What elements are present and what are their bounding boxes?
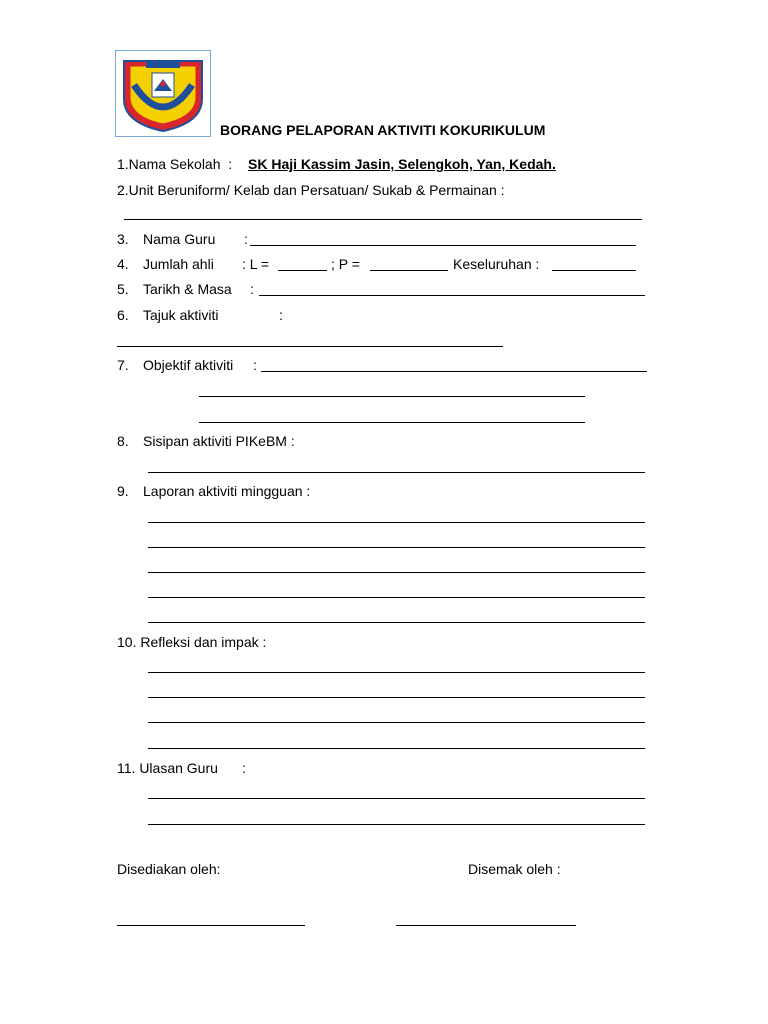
field-teacher-colon: : xyxy=(244,231,248,247)
field-members-label: Jumlah ahli xyxy=(143,256,214,272)
field-title-number: 6. xyxy=(117,307,129,323)
field-school-label: 1.Nama Sekolah : xyxy=(117,156,233,172)
field-objective-number: 7. xyxy=(117,357,129,373)
field-title-colon: : xyxy=(279,307,283,323)
field-insert-line[interactable] xyxy=(148,472,645,473)
field-review-label: 11. Ulasan Guru xyxy=(117,760,218,776)
field-date-label: Tarikh & Masa xyxy=(143,281,232,297)
field-weekly-label: Laporan aktiviti mingguan : xyxy=(143,483,311,499)
field-objective-label: Objektif aktiviti xyxy=(143,357,234,373)
field-objective-line-1[interactable] xyxy=(261,371,647,372)
field-teacher-number: 3. xyxy=(117,231,129,247)
field-unit-label: 2.Unit Beruniform/ Kelab dan Persatuan/ Sukab & Permainan : xyxy=(117,182,505,198)
field-reflection-line-3[interactable] xyxy=(148,722,645,723)
field-members-female-line[interactable] xyxy=(370,270,448,271)
field-teacher-label: Nama Guru xyxy=(143,231,216,247)
field-objective-colon: : xyxy=(253,357,257,373)
field-school-value: SK Haji Kassim Jasin, Selengkoh, Yan, Kedah. xyxy=(248,156,556,172)
field-date-number: 5. xyxy=(117,281,129,297)
field-title-line[interactable] xyxy=(117,346,503,347)
field-members-separator: ; P = xyxy=(331,256,360,272)
checked-by-signature-line[interactable] xyxy=(396,925,576,926)
field-review-line-2[interactable] xyxy=(148,824,645,825)
field-unit-line[interactable] xyxy=(124,219,642,220)
field-members-number: 4. xyxy=(117,256,129,272)
field-date-line[interactable] xyxy=(259,295,645,296)
prepared-by-signature-line[interactable] xyxy=(117,925,305,926)
field-reflection-line-4[interactable] xyxy=(148,748,645,749)
field-insert-label: Sisipan aktiviti PIKeBM : xyxy=(143,433,295,449)
field-teacher-line[interactable] xyxy=(250,245,636,246)
field-title-label: Tajuk aktiviti xyxy=(143,307,219,323)
field-weekly-number: 9. xyxy=(117,483,129,499)
field-review-line-1[interactable] xyxy=(148,798,645,799)
field-reflection-line-2[interactable] xyxy=(148,697,645,698)
field-objective-line-2[interactable] xyxy=(199,396,585,397)
field-members-male-line[interactable] xyxy=(278,270,327,271)
field-insert-number: 8. xyxy=(117,433,129,449)
school-logo xyxy=(115,50,211,137)
school-crest-icon xyxy=(116,51,210,136)
field-weekly-line-4[interactable] xyxy=(148,597,645,598)
field-weekly-line-2[interactable] xyxy=(148,547,645,548)
field-review-colon: : xyxy=(242,760,246,776)
prepared-by-label: Disediakan oleh: xyxy=(117,861,221,877)
field-date-colon: : xyxy=(250,281,254,297)
field-weekly-line-3[interactable] xyxy=(148,572,645,573)
field-reflection-label: 10. Refleksi dan impak : xyxy=(117,634,267,650)
field-members-total-label: Keseluruhan : xyxy=(453,256,540,272)
field-weekly-line-5[interactable] xyxy=(148,622,645,623)
form-title: BORANG PELAPORAN AKTIVITI KOKURIKULUM xyxy=(220,122,546,138)
field-reflection-line-1[interactable] xyxy=(148,672,645,673)
field-weekly-line-1[interactable] xyxy=(148,522,645,523)
field-members-colon: : L = xyxy=(242,256,270,272)
checked-by-label: Disemak oleh : xyxy=(468,861,561,877)
field-members-total-line[interactable] xyxy=(552,270,636,271)
field-objective-line-3[interactable] xyxy=(199,422,585,423)
